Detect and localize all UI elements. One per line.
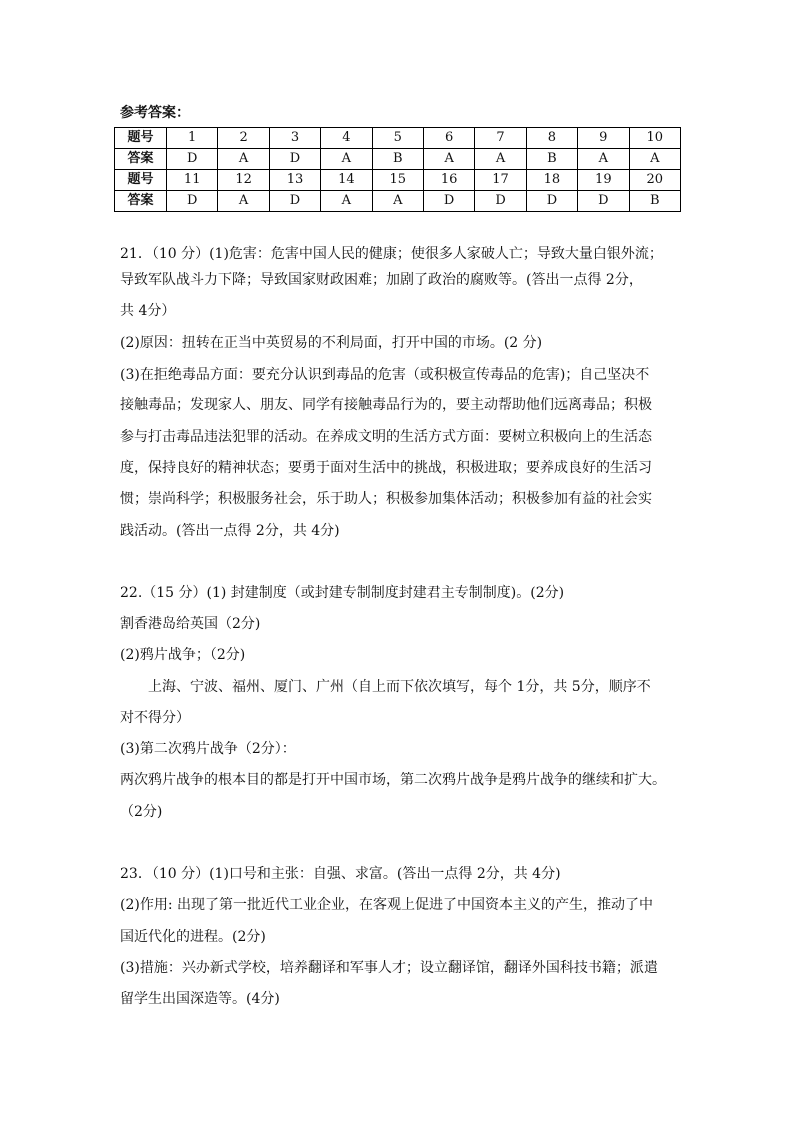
table-cell: A — [372, 191, 423, 212]
q21-line-5: (3)在拒绝毒品方面：要充分认识到毒品的危害（或积极宣传毒品的危害)；自己坚决不 — [120, 367, 650, 383]
q21-line-4: (2)原因：扭转在正当中英贸易的不利局面，打开中国的市场。(2 分) — [120, 335, 543, 351]
table-cell: D — [269, 149, 320, 170]
table-cell: A — [475, 149, 526, 170]
q23-line-4: (3)措施：兴办新式学校，培养翻译和军事人才；设立翻译馆，翻译外国科技书籍；派遣 — [120, 960, 658, 976]
table-cell: 11 — [167, 170, 218, 191]
q23-line-1: 23．（10 分）(1)口号和主张：自强、求富。(答出一点得 2分，共 4分) — [120, 866, 561, 882]
table-cell: 18 — [526, 170, 577, 191]
table-cell: A — [218, 149, 269, 170]
q21-line-9: 惯；崇尚科学；积极服务社会，乐于助人；积极参加集体活动；积极参加有益的社会实 — [120, 491, 652, 507]
table-cell: A — [218, 191, 269, 212]
table-cell: 9 — [578, 128, 629, 149]
q23-line-2: (2)作用: 出现了第一批近代工业企业，在客观上促进了中国资本主义的产生，推动了中 — [120, 897, 653, 913]
q22-line-4: 上海、宁波、福州、厦门、广州（自上而下依次填写，每个 1分，共 5分，顺序不 — [148, 679, 651, 695]
table-cell: A — [578, 149, 629, 170]
table-cell: B — [526, 149, 577, 170]
q22-line-3: (2)鸦片战争；（2分) — [120, 647, 246, 663]
row-header: 答案 — [115, 191, 167, 212]
table-cell: 7 — [475, 128, 526, 149]
table-cell: 10 — [629, 128, 680, 149]
table-cell: B — [372, 149, 423, 170]
row-header: 题号 — [115, 128, 167, 149]
table-cell: 14 — [321, 170, 372, 191]
q22-line-8: （2分) — [120, 804, 163, 820]
q21-line-7: 参与打击毒品违法犯罪的活动。在养成文明的生活方式方面：要树立积极向上的生活态 — [120, 429, 652, 445]
table-cell: A — [321, 191, 372, 212]
table-cell: 6 — [423, 128, 474, 149]
table-row — [115, 128, 681, 149]
q22-line-2: 割香港岛给英国（2分) — [120, 616, 261, 632]
table-cell: 12 — [218, 170, 269, 191]
table-cell: D — [578, 191, 629, 212]
table-cell: 16 — [423, 170, 474, 191]
table-cell: D — [269, 191, 320, 212]
table-cell: 5 — [372, 128, 423, 149]
table-cell: A — [423, 149, 474, 170]
table-cell: D — [423, 191, 474, 212]
q23-line-3: 国近代化的进程。(2分) — [120, 929, 266, 945]
table-cell: D — [475, 191, 526, 212]
table-cell: A — [629, 149, 680, 170]
table-cell: 15 — [372, 170, 423, 191]
table-cell: D — [167, 191, 218, 212]
q22-line-5: 对不得分） — [120, 710, 190, 726]
table-cell: 8 — [526, 128, 577, 149]
q23-line-5: 留学生出国深造等。(4分) — [120, 991, 280, 1007]
q22-line-1: 22.（15 分）(1) 封建制度（或封建专制制度封建君主专制制度)。(2分) — [120, 585, 565, 601]
table-row — [115, 149, 681, 170]
table-cell: 19 — [578, 170, 629, 191]
q22-line-6: (3)第二次鸦片战争（2分）： — [120, 741, 296, 757]
q21-line-3: 共 4分） — [120, 303, 176, 319]
table-cell: B — [629, 191, 680, 212]
table-cell: 17 — [475, 170, 526, 191]
q21-line-6: 接触毒品；发现家人、朋友、同学有接触毒品行为的，要主动帮助他们远离毒品；积极 — [120, 397, 652, 413]
table-cell: A — [321, 149, 372, 170]
table-cell: 3 — [269, 128, 320, 149]
answer-key-title: 参考答案： — [120, 105, 190, 121]
q22-line-7: 两次鸦片战争的根本目的都是打开中国市场，第二次鸦片战争是鸦片战争的继续和扩大。 — [120, 772, 666, 788]
q21-line-10: 践活动。(答出一点得 2分，共 4分) — [120, 523, 340, 539]
table-row — [115, 170, 681, 191]
table-cell: D — [526, 191, 577, 212]
q21-line-2: 导致军队战斗力下降；导致国家财政困难；加剧了政治的腐败等。(答出一点得 2分， — [120, 272, 643, 288]
q21-line-1: 21．（10 分）(1)危害：危害中国人民的健康；使很多人家破人亡；导致大量白银外流； — [120, 246, 663, 262]
table-cell: 4 — [321, 128, 372, 149]
q21-line-8: 度，保持良好的精神状态；要勇于面对生活中的挑战，积极进取；要养成良好的生活习 — [120, 460, 652, 476]
table-cell: 2 — [218, 128, 269, 149]
table-cell: 13 — [269, 170, 320, 191]
table-cell: 20 — [629, 170, 680, 191]
table-row — [115, 191, 681, 212]
row-header: 答案 — [115, 149, 167, 170]
answer-table — [114, 127, 681, 212]
table-cell: D — [167, 149, 218, 170]
row-header: 题号 — [115, 170, 167, 191]
table-cell: 1 — [167, 128, 218, 149]
